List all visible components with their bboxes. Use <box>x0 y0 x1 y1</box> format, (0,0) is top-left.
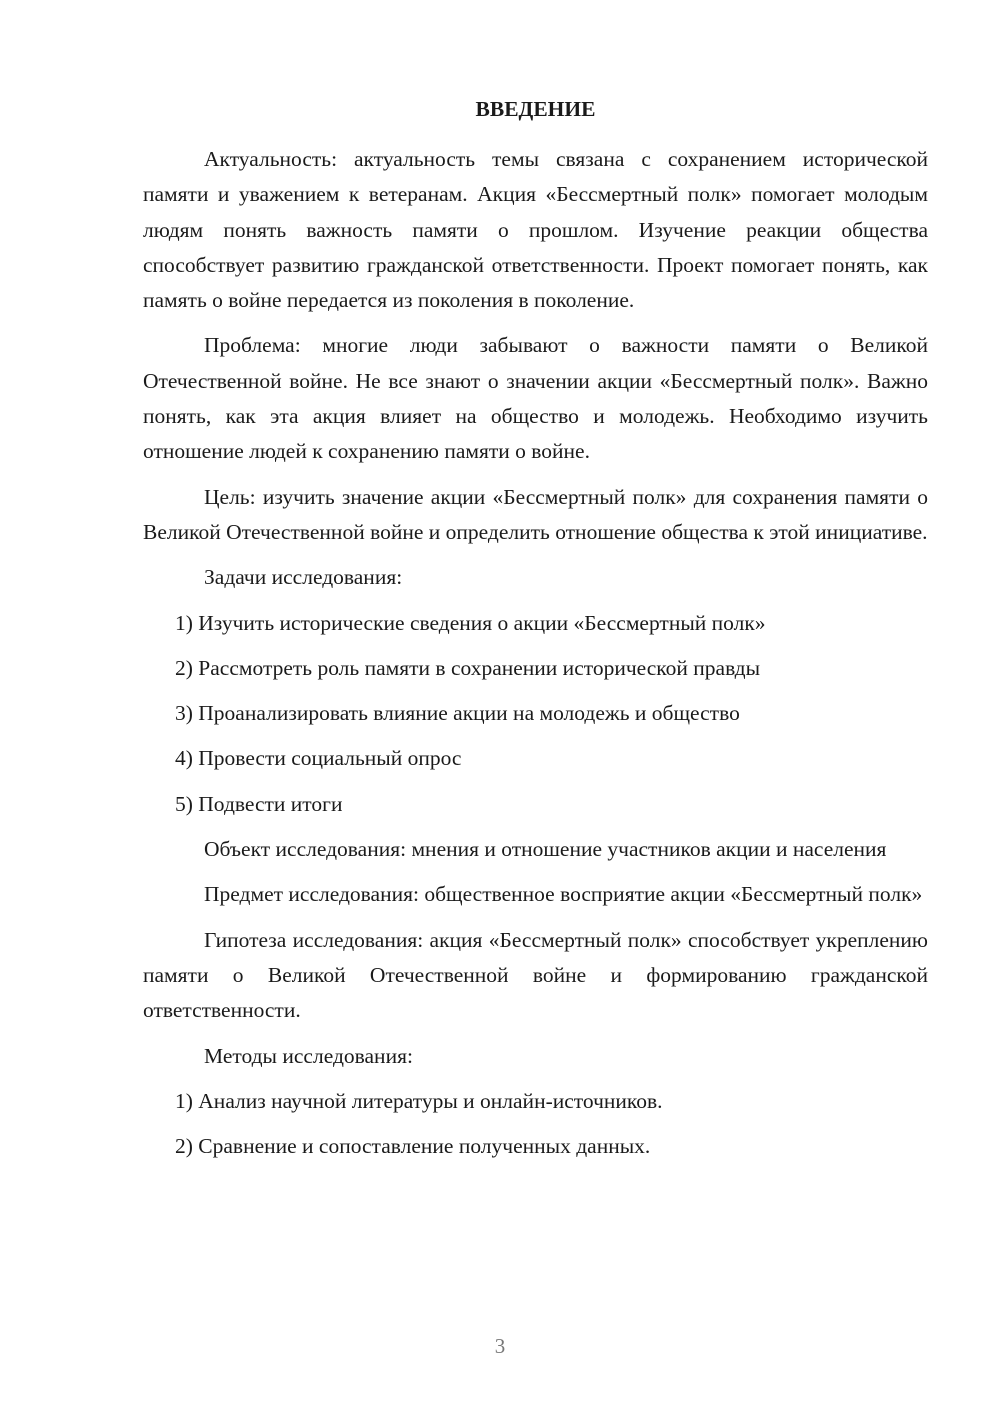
page-number: 3 <box>494 1334 506 1358</box>
tasks-heading: Задачи исследования: <box>204 565 403 590</box>
task-item: 4) Провести социальный опрос <box>175 746 462 771</box>
task-item: 2) Рассмотреть роль памяти в сохранении исторической правды <box>175 655 761 680</box>
subject-paragraph: Предмет исследования: общественное восприятие акции «Бессмертный полк» <box>204 882 923 907</box>
problem-paragraph: Проблема: многие люди забывают о важности памяти о Великой Отечественной войне. Не все знают о значении акции «Бессмертный полк». Важно понять, как эта акция влияет на общество и молодежь. Необходимо изучить отношение людей к сохранению памяти о войне. <box>143 333 928 464</box>
methods-heading: Методы исследования: <box>204 1043 413 1068</box>
object-paragraph: Объект исследования: мнения и отношение участников акции и населения <box>204 837 887 862</box>
task-item: 1) Изучить исторические сведения о акции «Бессмертный полк» <box>175 610 766 635</box>
document-page <box>143 92 928 1164</box>
hypothesis-paragraph: Гипотеза исследования: акция «Бессмертный полк» способствует укреплению памяти о Великой Отечественной войне и формированию гражданской ответственности. <box>143 927 928 1023</box>
task-item: 5) Подвести итоги <box>175 791 343 816</box>
goal-paragraph: Цель: изучить значение акции «Бессмертный полк» для сохранения памяти о Великой Отечественной войне и определить отношение общества к этой инициативе. <box>143 484 928 544</box>
relevance-paragraph: Актуальность: актуальность темы связана с сохранением исторической памяти и уважением к ветеранам. Акция «Бессмертный полк» помогает молодым людям понять важность памяти о прошлом. Изучение реакции общества способствует развитию гражданской ответственности. Проект помогает понять, как память о войне передается из поколения в поколение. <box>143 147 928 313</box>
method-item: 2) Сравнение и сопоставление полученных данных. <box>175 1134 651 1159</box>
task-item: 3) Проанализировать влияние акции на молодежь и общество <box>175 701 740 726</box>
section-title: ВВЕДЕНИЕ <box>475 97 596 121</box>
method-item: 1) Анализ научной литературы и онлайн-источников. <box>175 1088 663 1113</box>
